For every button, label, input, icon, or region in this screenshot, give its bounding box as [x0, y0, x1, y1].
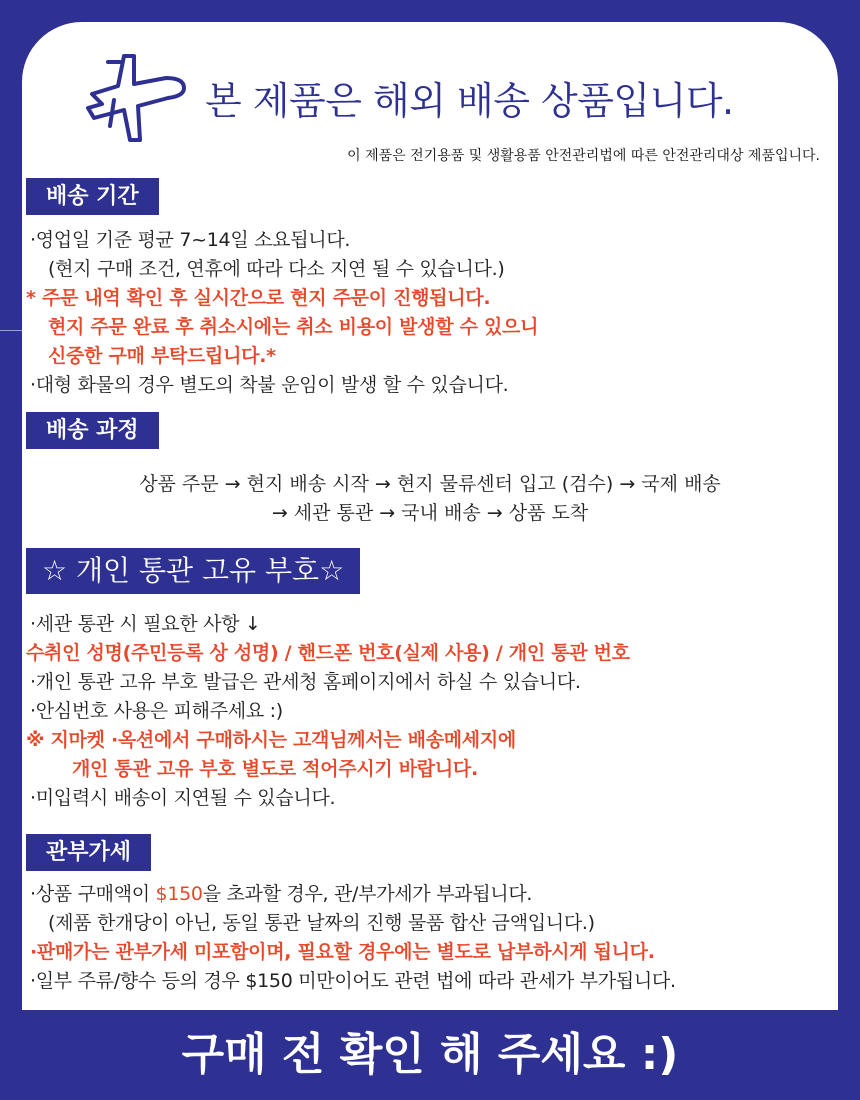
- shipping-period-text: [26, 226, 539, 400]
- text-line: ·일부 주류/향수 등의 경우 $150 미만이어도 관련 법에 따라 관세가 부가됩니다.: [30, 970, 676, 992]
- text-line: ·영업일 기준 평균 7~14일 소요됩니다.: [30, 229, 351, 251]
- customs-code-text: [26, 610, 630, 813]
- shipping-process-label: 배송 과정: [26, 412, 159, 449]
- text-line: [30, 880, 676, 909]
- text-line: ·개인 통관 고유 부호 발급은 관세청 홈페이지에서 하실 수 있습니다.: [30, 671, 581, 693]
- edge-divider: [0, 330, 22, 331]
- warning-line: * 주문 내역 확인 후 실시간으로 현지 주문이 진행됩니다.: [26, 287, 491, 309]
- warning-line: ·판매가는 관부가세 미포함이며, 필요할 경우에는 별도로 납부하시게 됩니다.: [30, 941, 655, 963]
- warning-line: ※ 지마켓 ·옥션에서 구매하시는 고객님께서는 배송메세지에: [26, 729, 516, 751]
- footer-message: 구매 전 확인 해 주세요 :): [181, 1029, 679, 1080]
- warning-line: 현지 주문 완료 후 취소시에는 취소 비용이 발생할 수 있으니: [48, 316, 539, 338]
- customs-code-label: ☆ 개인 통관 고유 부호☆: [26, 548, 360, 594]
- safety-note: 이 제품은 전기용품 및 생활용품 안전관리법에 따른 안전관리대상 제품입니다.: [347, 148, 820, 164]
- warning-line: 개인 통관 고유 부호 별도로 적어주시기 바랍니다.: [72, 758, 478, 780]
- text-line: ·대형 화물의 경우 별도의 착불 운임이 발생 할 수 있습니다.: [30, 374, 509, 396]
- text-line: → 세관 통관 → 국내 배송 → 상품 도착: [271, 502, 589, 524]
- text-line: 상품 주문 → 현지 배송 시작 → 현지 물류센터 입고 (검수) → 국제 배송: [139, 473, 721, 495]
- duties-text: [30, 880, 676, 996]
- page-title: 본 제품은 해외 배송 상품입니다.: [205, 79, 734, 123]
- duties-label: 관부가세: [26, 834, 151, 871]
- price-threshold: $150: [155, 883, 203, 905]
- warning-line: 수취인 성명(주민등록 상 성명) / 핸드폰 번호(실제 사용) / 개인 통관 번호: [26, 642, 630, 664]
- warning-line: 신중한 구매 부탁드립니다.*: [48, 345, 276, 367]
- text-line: (제품 한개당이 아닌, 동일 통관 날짜의 진행 물품 합산 금액입니다.): [48, 912, 595, 934]
- text-segment: 을 초과할 경우, 관/부가세가 부과됩니다.: [202, 883, 533, 905]
- shipping-process-text: [0, 470, 860, 528]
- shipping-period-label: 배송 기간: [26, 178, 159, 215]
- text-line: ·안심번호 사용은 피해주세요 :): [30, 700, 283, 722]
- text-segment: ·상품 구매액이: [30, 883, 156, 905]
- text-line: ·미입력시 배송이 지연될 수 있습니다.: [30, 787, 336, 809]
- airplane-icon: [80, 48, 190, 158]
- text-line: ·세관 통관 시 필요한 사항 ↓: [30, 613, 261, 635]
- text-line: (현지 구매 조건, 연휴에 따라 다소 지연 될 수 있습니다.): [48, 258, 505, 280]
